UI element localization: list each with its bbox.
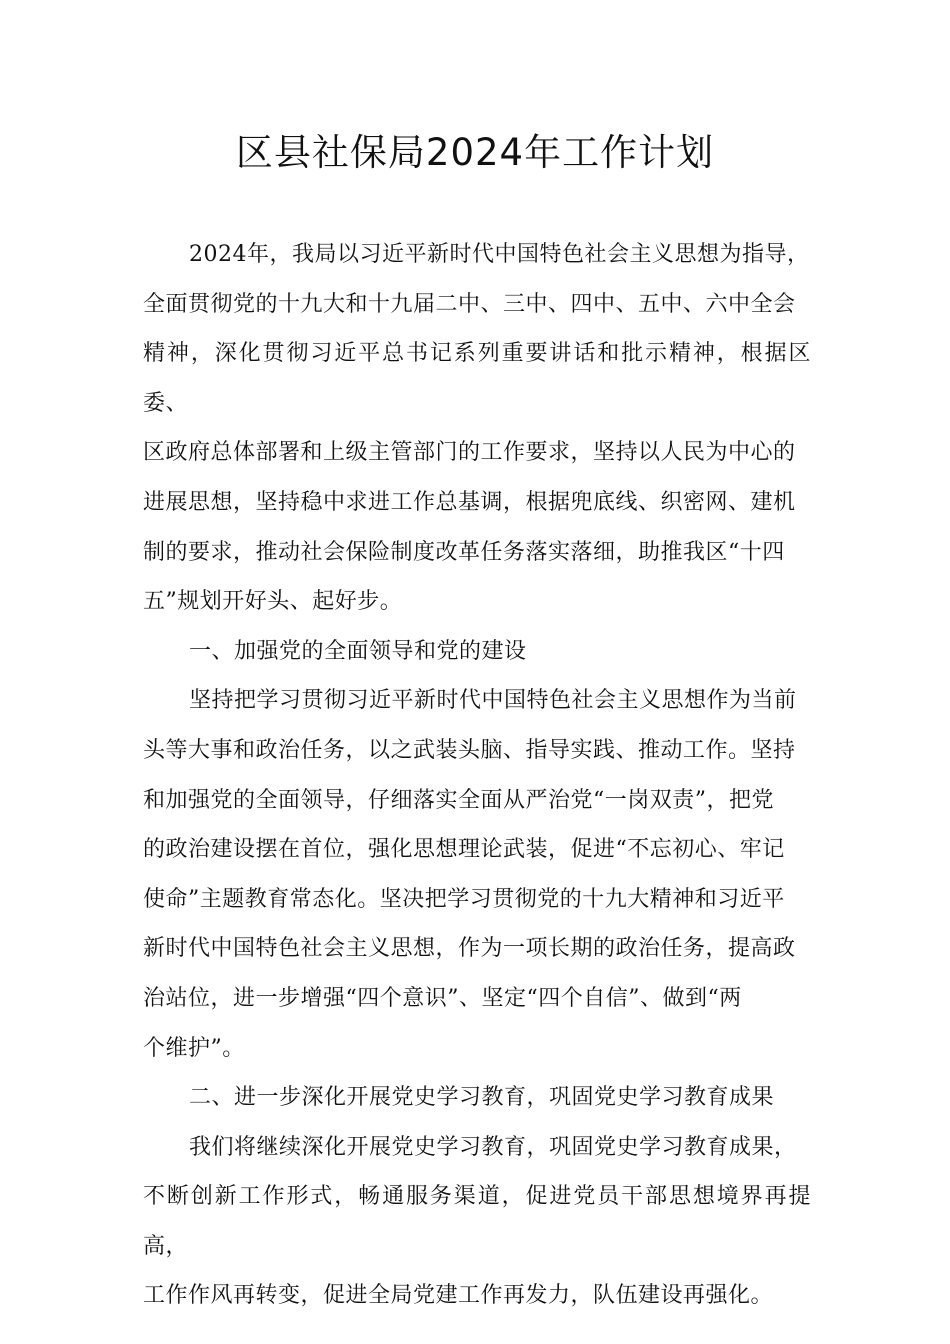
section-heading-2: 二、进一步深化开展党史学习教育，巩固党史学习教育成果	[189, 1085, 775, 1111]
section-heading-1: 一、加强党的全面领导和党的建设	[189, 638, 527, 664]
document-title: 区县社保局2024年工作计划	[235, 131, 715, 174]
paragraph-section-1: 坚持把学习贯彻习近平新时代中国特色社会主义思想作为当前 头等大事和政治任务，以之武装头脑、指导实践、推动工作。坚持 和加强党的全面领导，仔细落实全面从严治党“一岗双责”，把党 的政治建设摆在首位，强化思想理论武装，促进“不忘初心、牢记 使命”主题教育常态化。坚决把学习贯彻党的十九大精神和习近平 新时代中国特色社会主义思想，作为一项长期的政治任务，提高政 治站位，进一步增强“四个意识”、坚定“四个自信”、做到“两 个维护”。	[143, 688, 797, 1061]
paragraph-section-2: 我们将继续深化开展党史学习教育，巩固党史学习教育成果， 不断创新工作形式，畅通服务渠道，促进党员干部思想境界再提高， 工作作风再转变，促进全局党建工作再发力，队伍建设再强化。	[143, 1134, 811, 1309]
document-body	[143, 230, 811, 1321]
paragraph-intro: 2024年，我局以习近平新时代中国特色社会主义思想为指导， 全面贯彻党的十九大和十九届二中、三中、四中、五中、六中全会 精神，深化贯彻习近平总书记系列重要讲话和批示精神，根据区委、 区政府总体部署和上级主管部门的工作要求，坚持以人民为中心的 进展思想，坚持稳中求进工作总基调，根据兜底线、织密网、建机 制的要求，推动社会保险制度改革任务落实落细，助推我区“十四 五”规划开好头、起好步。	[143, 242, 811, 615]
